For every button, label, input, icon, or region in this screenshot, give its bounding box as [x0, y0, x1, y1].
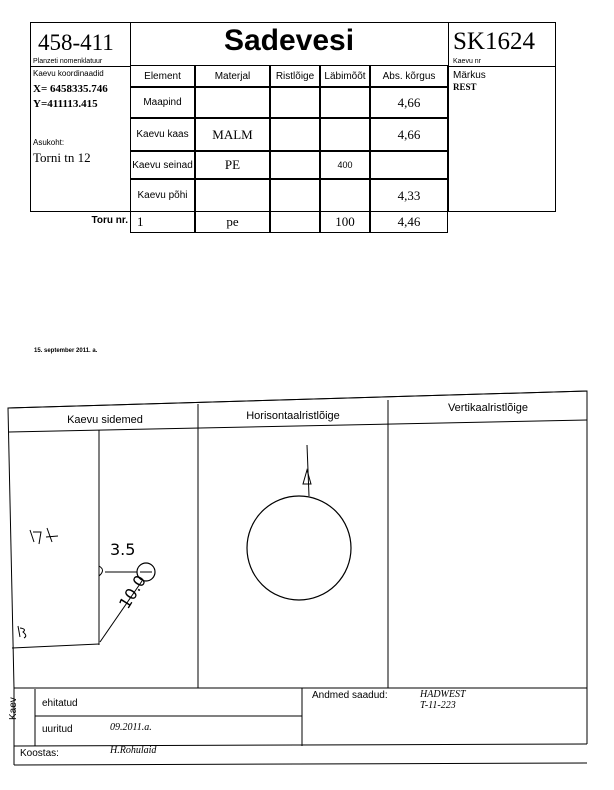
row-korgus: 4,66 [370, 87, 448, 118]
pipe-nr: 1 [130, 211, 195, 233]
row-materjal [195, 87, 270, 118]
row-labimoot [320, 118, 370, 151]
sketch-wall-mark [99, 566, 103, 576]
row-korgus: 4,33 [370, 179, 448, 212]
frame-outline [8, 391, 587, 688]
row-element: Maapind [130, 87, 195, 118]
location-value: Torni tn 12 [33, 150, 91, 165]
row-materjal: MALM [195, 118, 270, 151]
koostas-value: H.Rohulaid [110, 745, 157, 756]
th-labimoot: Läbimõõt [320, 65, 370, 87]
th-element: Element [130, 65, 195, 87]
row-ristloige [270, 151, 320, 179]
coords-label: Kaevu koordinaadid [33, 69, 104, 78]
sketch-box-h [12, 644, 99, 648]
row-materjal [195, 179, 270, 212]
row-labimoot [320, 179, 370, 212]
sketch-dim-2: 10.0 [115, 571, 150, 613]
location-label: Asukoht: [33, 138, 65, 147]
pipe-label: Toru nr. [91, 215, 128, 226]
remarks-label: Märkus [453, 70, 486, 81]
col-header-sidemed: Kaevu sidemed [67, 414, 143, 426]
th-ristloige: Ristlõige [270, 65, 320, 87]
row-ristloige [270, 179, 320, 212]
sketch-mark-bottom [18, 626, 26, 638]
koostas-label: Koostas: [20, 748, 59, 759]
col-header-vertical: Vertikaalristlõige [447, 402, 529, 414]
plan-divider [30, 66, 130, 67]
pipe-materjal: pe [195, 211, 270, 233]
andmed-label: Andmed saadud: [312, 690, 388, 701]
drawing-frame [0, 380, 614, 790]
th-korgus: Abs. kõrgus [370, 65, 448, 87]
row-labimoot [320, 87, 370, 118]
pipe-korgus: 4,46 [370, 211, 448, 233]
well-number: SK1624 [453, 28, 535, 55]
sketch-mark-left [30, 528, 58, 544]
andmed-value-2: T-11-223 [420, 700, 456, 711]
well-divider [448, 66, 556, 67]
koostas-line [14, 763, 587, 765]
col-header-horizontal: Horisontaalristlõige [246, 410, 340, 422]
coord-y: Y=411113.415 [33, 98, 98, 110]
coord-x: X= 6458335.746 [33, 83, 108, 95]
uuritud-value: 09.2011.a. [110, 722, 152, 733]
kaev-label: Kaev [8, 697, 19, 720]
drawing-sheet [0, 380, 614, 790]
footer-bottom [14, 744, 587, 746]
pipe-ristloige [270, 211, 320, 233]
andmed-value-1: HADWEST [420, 689, 466, 700]
th-materjal: Materjal [195, 65, 270, 87]
row-ristloige [270, 118, 320, 151]
plan-number: 458-411 [38, 30, 114, 55]
row-ristloige [270, 87, 320, 118]
uuritud-label: uuritud [42, 724, 73, 735]
row-korgus: 4,66 [370, 118, 448, 151]
row-element: Kaevu põhi [130, 179, 195, 212]
right-col-line [448, 22, 449, 212]
plan-caption: Planzeti nomenklatuur [33, 58, 103, 65]
page-title: Sadevesi [223, 24, 355, 57]
row-korgus [370, 151, 448, 179]
pipe-labimoot: 100 [320, 211, 370, 233]
well-card [0, 0, 614, 240]
row-element: Kaevu seinad [130, 151, 195, 179]
date-line: 15. september 2011. a. [34, 348, 98, 354]
row-labimoot: 400 [320, 151, 370, 179]
row-element: Kaevu kaas [130, 118, 195, 151]
remarks-value: REST [453, 82, 477, 92]
row-materjal: PE [195, 151, 270, 179]
pipe-arrow-head [303, 470, 311, 484]
sketch-dim-1: 3.5 [110, 540, 136, 559]
manhole-circle [247, 496, 351, 600]
ehitatud-label: ehitatud [42, 698, 78, 709]
well-caption: Kaevu nr [453, 58, 482, 65]
